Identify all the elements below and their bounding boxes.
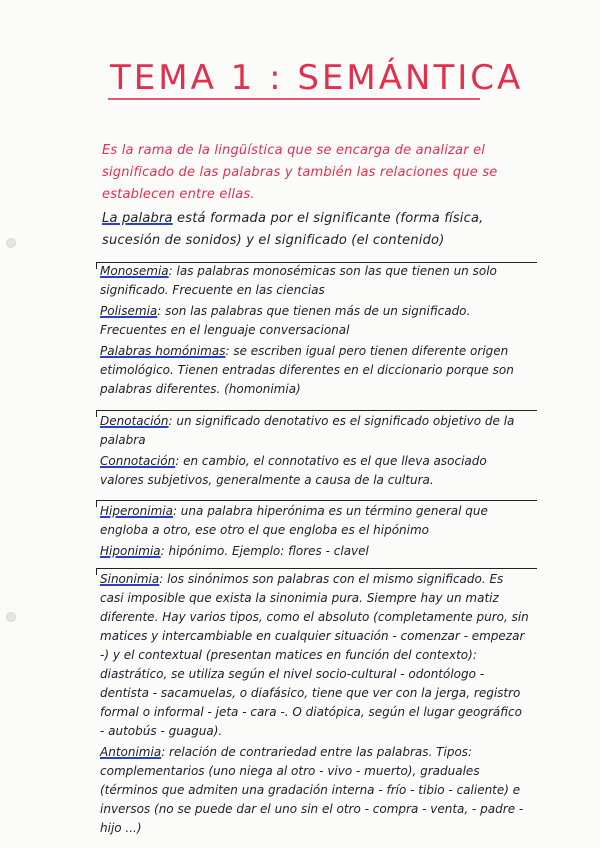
note-text: : se escriben igual pero tienen diferente origen etimológico. Tienen entradas diferentes en el diccionario porque son palabras diferentes. (homonimia) xyxy=(100,344,514,396)
note-term: Denotación xyxy=(100,414,169,428)
note-item xyxy=(100,502,530,540)
palabra-definition xyxy=(102,208,532,252)
note-item xyxy=(100,302,530,340)
binder-hole xyxy=(6,238,16,248)
palabra-term: La palabra xyxy=(102,211,173,226)
note-term: Sinonimia xyxy=(100,572,160,586)
note-text: : una palabra hiperónima es un término general que engloba a otro, ese otro el que engloba es el hipónimo xyxy=(100,504,488,537)
note-item xyxy=(100,452,530,490)
note-text: : relación de contrariedad entre las palabras. Tipos: complementarios (uno niega al otro - vivo - muerto), graduales (términos que admiten una gradación interna - frío - tibio - caliente) e inversos (no se puede dar el uno sin el otro - compra - venta, - padre - hijo ...) xyxy=(100,745,524,835)
note-term: Connotación xyxy=(100,454,176,468)
section-hiperonimia xyxy=(100,502,530,563)
note-text: : un significado denotativo es el significado objetivo de la palabra xyxy=(100,414,515,447)
note-text: : en cambio, el connotativo es el que lleva asociado valores subjetivos, generalmente a causa de la cultura. xyxy=(100,454,487,487)
note-item xyxy=(100,542,530,561)
note-item xyxy=(100,262,530,300)
note-text: : los sinónimos son palabras con el mismo significado. Es casi imposible que exista la sinonimia pura. Siempre hay un matiz diferente. Hay varios tipos, como el absoluto (completamente puro, sin matices y intercambiable en cualquier situación - comenzar - empezar -) y el contextual (presentan matices en función del contexto): diastrático, se utiliza según el nivel socio-cultural - odontólogo - dentista - sacamuelas, o diafásico, tiene que ver con la jerga, registro formal o informal - jeta - cara -. O diatópica, según el lugar geográfico - autobús - guagua). xyxy=(100,572,529,738)
binder-hole xyxy=(6,612,16,622)
note-item xyxy=(100,570,530,741)
note-item xyxy=(100,342,530,399)
palabra-text: está formada por el significante (forma física, sucesión de sonidos) y el significado (el contenido) xyxy=(102,211,484,248)
note-text: : las palabras monosémicas son las que tienen un solo significado. Frecuente en las ciencias xyxy=(100,264,497,297)
page-title: TEMA 1 : SEMÁNTICA xyxy=(110,58,524,98)
note-term: Hiperonimia xyxy=(100,504,173,518)
note-text: : son las palabras que tienen más de un significado. Frecuentes en el lenguaje conversacional xyxy=(100,304,471,337)
note-term: Polisemia xyxy=(100,304,158,318)
note-term: Palabras homónimas xyxy=(100,344,226,358)
note-text: : hipónimo. Ejemplo: flores - clavel xyxy=(160,544,369,558)
section-monosemia-polisemia xyxy=(100,262,530,401)
section-denotacion xyxy=(100,412,530,492)
note-term: Monosemia xyxy=(100,264,169,278)
section-sinonimia xyxy=(100,570,530,840)
title-underline xyxy=(108,98,480,100)
note-item xyxy=(100,743,530,838)
note-term: Antonimia xyxy=(100,745,162,759)
intro-text: Es la rama de la lingüística que se encarga de analizar el significado de las palabras y también las relaciones que se establecen entre ellas. xyxy=(102,143,498,202)
note-term: Hiponimia xyxy=(100,544,161,558)
note-item xyxy=(100,412,530,450)
